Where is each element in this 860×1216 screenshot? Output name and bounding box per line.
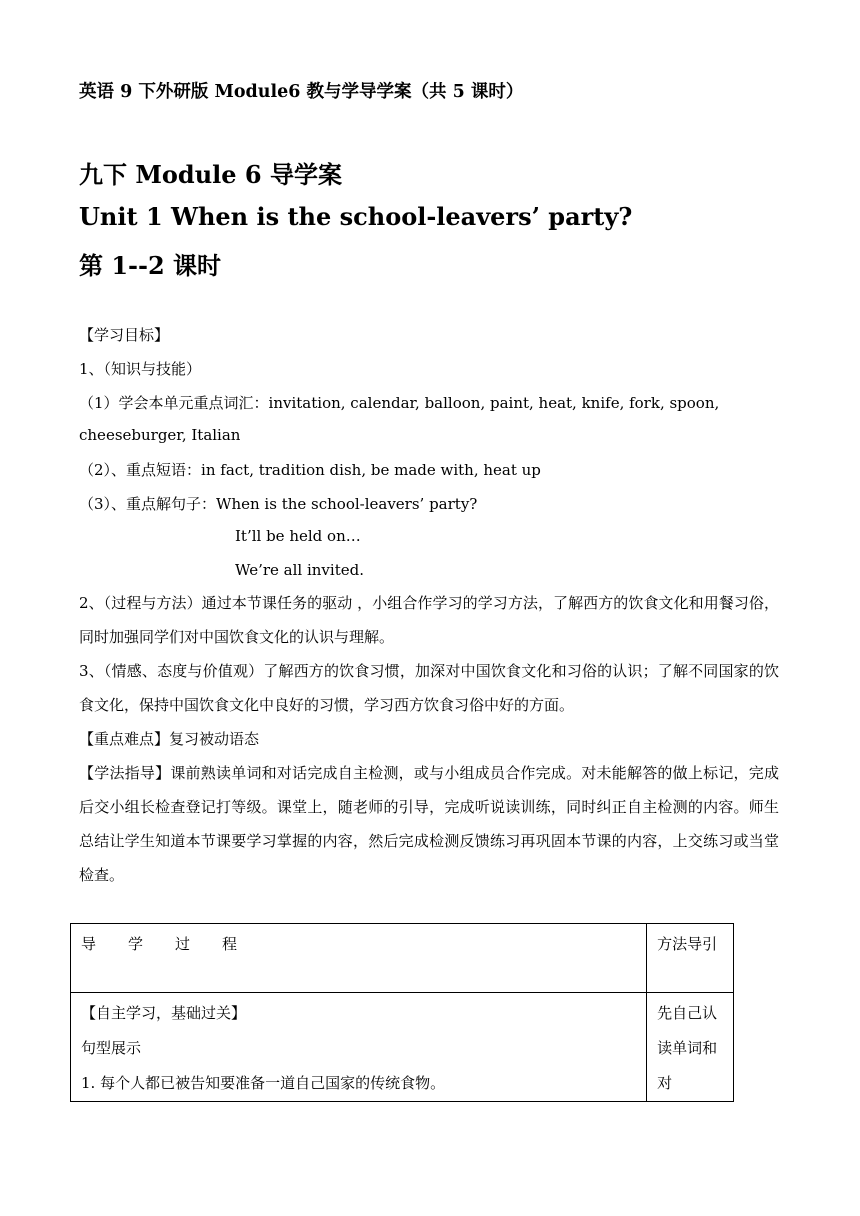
sentence-3: We’re all invited.: [235, 561, 364, 579]
objective-3: 3、（情感、态度与价值观）了解西方的饮食习惯，加深对中国饮食文化和习俗的认识；了解不同国家的饮食文化，保持中国饮食文化中良好的习惯，学习西方饮食习俗中好的方面。: [79, 662, 779, 714]
lesson-heading: 第 1--2 课时: [79, 251, 222, 280]
table-row: [71, 993, 734, 1102]
table-header-cell-process: [71, 924, 647, 993]
vocab-line-2: cheeseburger, Italian: [79, 426, 241, 444]
phrases-line: （2）、重点短语：in fact, tradition dish, be made with, heat up: [79, 461, 541, 479]
objective-1-title: 1、（知识与技能）: [79, 360, 202, 378]
objective-2: 2、（过程与方法）通过本节课任务的驱动 ，小组合作学习的学习方法，了解西方的饮食文化和用餐习俗，同时加强同学们对中国饮食文化的认识与理解。: [79, 594, 779, 646]
sentences-line: （3）、重点解句子：When is the school-leavers’ party?: [79, 495, 478, 513]
module-heading: 九下 Module 6 导学案: [79, 160, 342, 189]
sentence-2: It’ll be held on…: [235, 527, 361, 545]
table-cell-process: [71, 993, 647, 1102]
vocab-line-1: （1）学会本单元重点词汇：invitation, calendar, balloon, paint, heat, knife, fork, spoon,: [79, 394, 720, 412]
guide-table: [70, 923, 734, 1102]
unit-heading: Unit 1 When is the school-leavers’ party?: [79, 202, 633, 231]
table-cell-method: [647, 993, 734, 1102]
key-points: 【重点难点】复习被动语态: [79, 730, 260, 748]
method-guide: 【学法指导】课前熟读单词和对话完成自主检测，或与小组成员合作完成。对未能解答的做上标记，完成后交小组长检查登记打等级。课堂上，随老师的引导，完成听说读训练，同时纠正自主检测的内容。师生总结让学生知道本节课要学习掌握的内容，然后完成检测反馈练习再巩固本节课的内容，上交练习或当堂检查。: [79, 764, 779, 884]
method-tip: 先自己认读单词和对: [657, 1004, 718, 1092]
objectives-title: 【学习目标】: [79, 326, 170, 344]
table-header-cell-method: [647, 924, 734, 993]
sentence-pattern-label: 句型展示: [81, 1039, 142, 1057]
table-header-row: [71, 924, 734, 993]
header-method-label: 方法导引: [657, 935, 718, 953]
header-process-label: 导学过程: [81, 935, 270, 953]
exercise-1: 1. 每个人都已被告知要准备一道自己国家的传统食物。: [81, 1074, 446, 1092]
self-study-title: 【自主学习，基础过关】: [81, 1004, 247, 1022]
document-title: 英语 9 下外研版 Module6 教与学导学案（共 5 课时）: [79, 82, 524, 102]
